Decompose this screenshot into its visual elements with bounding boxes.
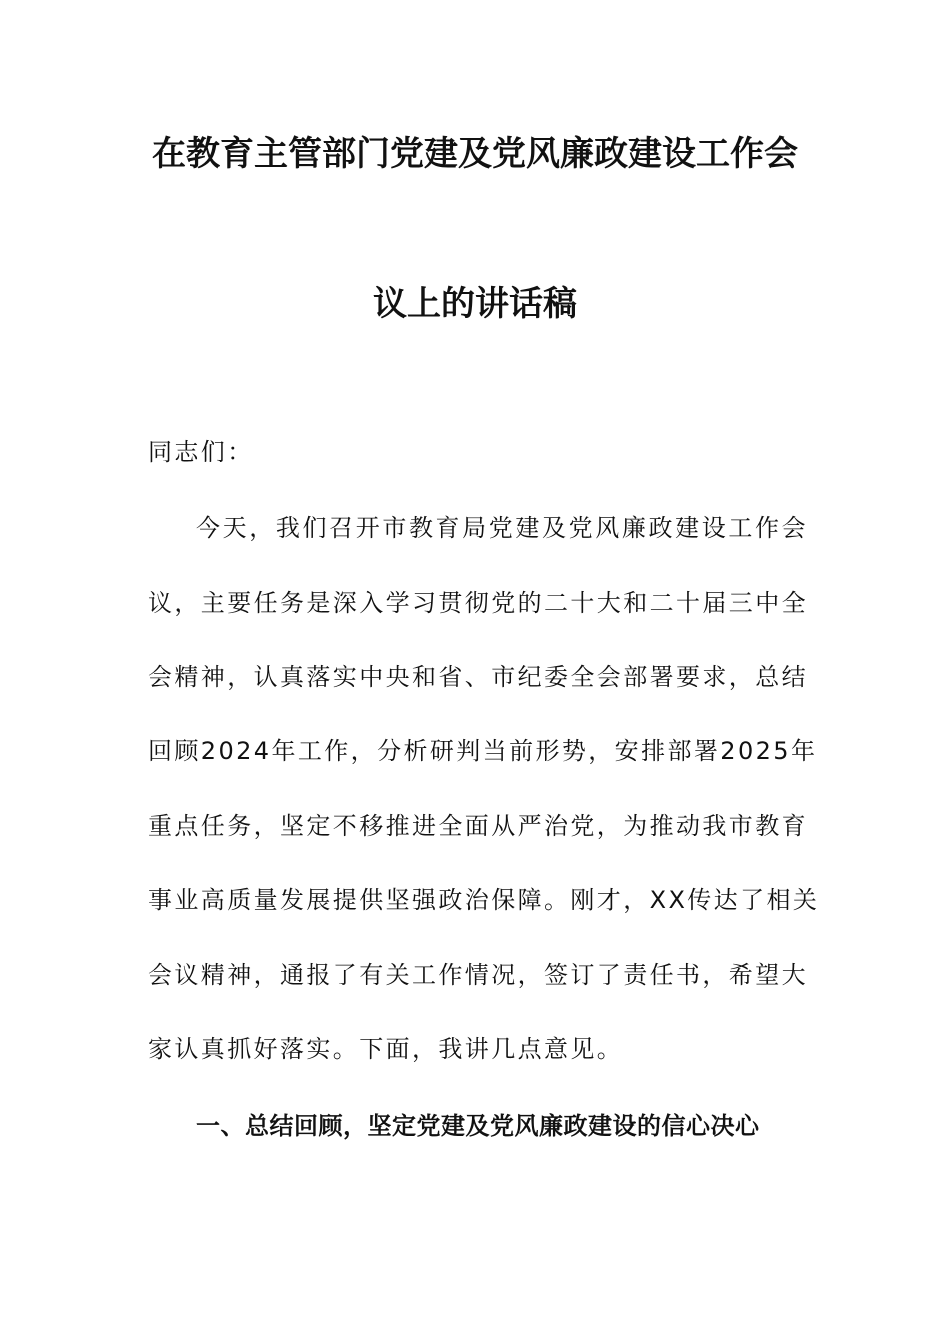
document-title-line-2: 议上的讲话稿 [373, 284, 577, 324]
paragraph-line: 会议精神，通报了有关工作情况，签订了责任书，希望大 [148, 961, 808, 989]
paragraph-line: 家认真抓好落实。下面，我讲几点意见。 [148, 1035, 624, 1063]
paragraph-line: 回顾2024年工作，分析研判当前形势，安排部署2025年 [148, 737, 818, 765]
section-heading-1: 一、总结回顾，坚定党建及党风廉政建设的信心决心 [196, 1112, 760, 1140]
paragraph-line: 事业高质量发展提供坚强政治保障。刚才，XX传达了相关 [148, 886, 820, 914]
salutation: 同志们： [148, 438, 254, 466]
paragraph-line: 议，主要任务是深入学习贯彻党的二十大和二十届三中全 [148, 589, 808, 617]
paragraph-line: 今天，我们召开市教育局党建及党风廉政建设工作会 [196, 514, 808, 542]
document-title-line-1: 在教育主管部门党建及党风廉政建设工作会 [152, 134, 798, 174]
paragraph-line: 会精神，认真落实中央和省、市纪委全会部署要求，总结 [148, 663, 808, 691]
paragraph-line: 重点任务，坚定不移推进全面从严治党，为推动我市教育 [148, 812, 808, 840]
